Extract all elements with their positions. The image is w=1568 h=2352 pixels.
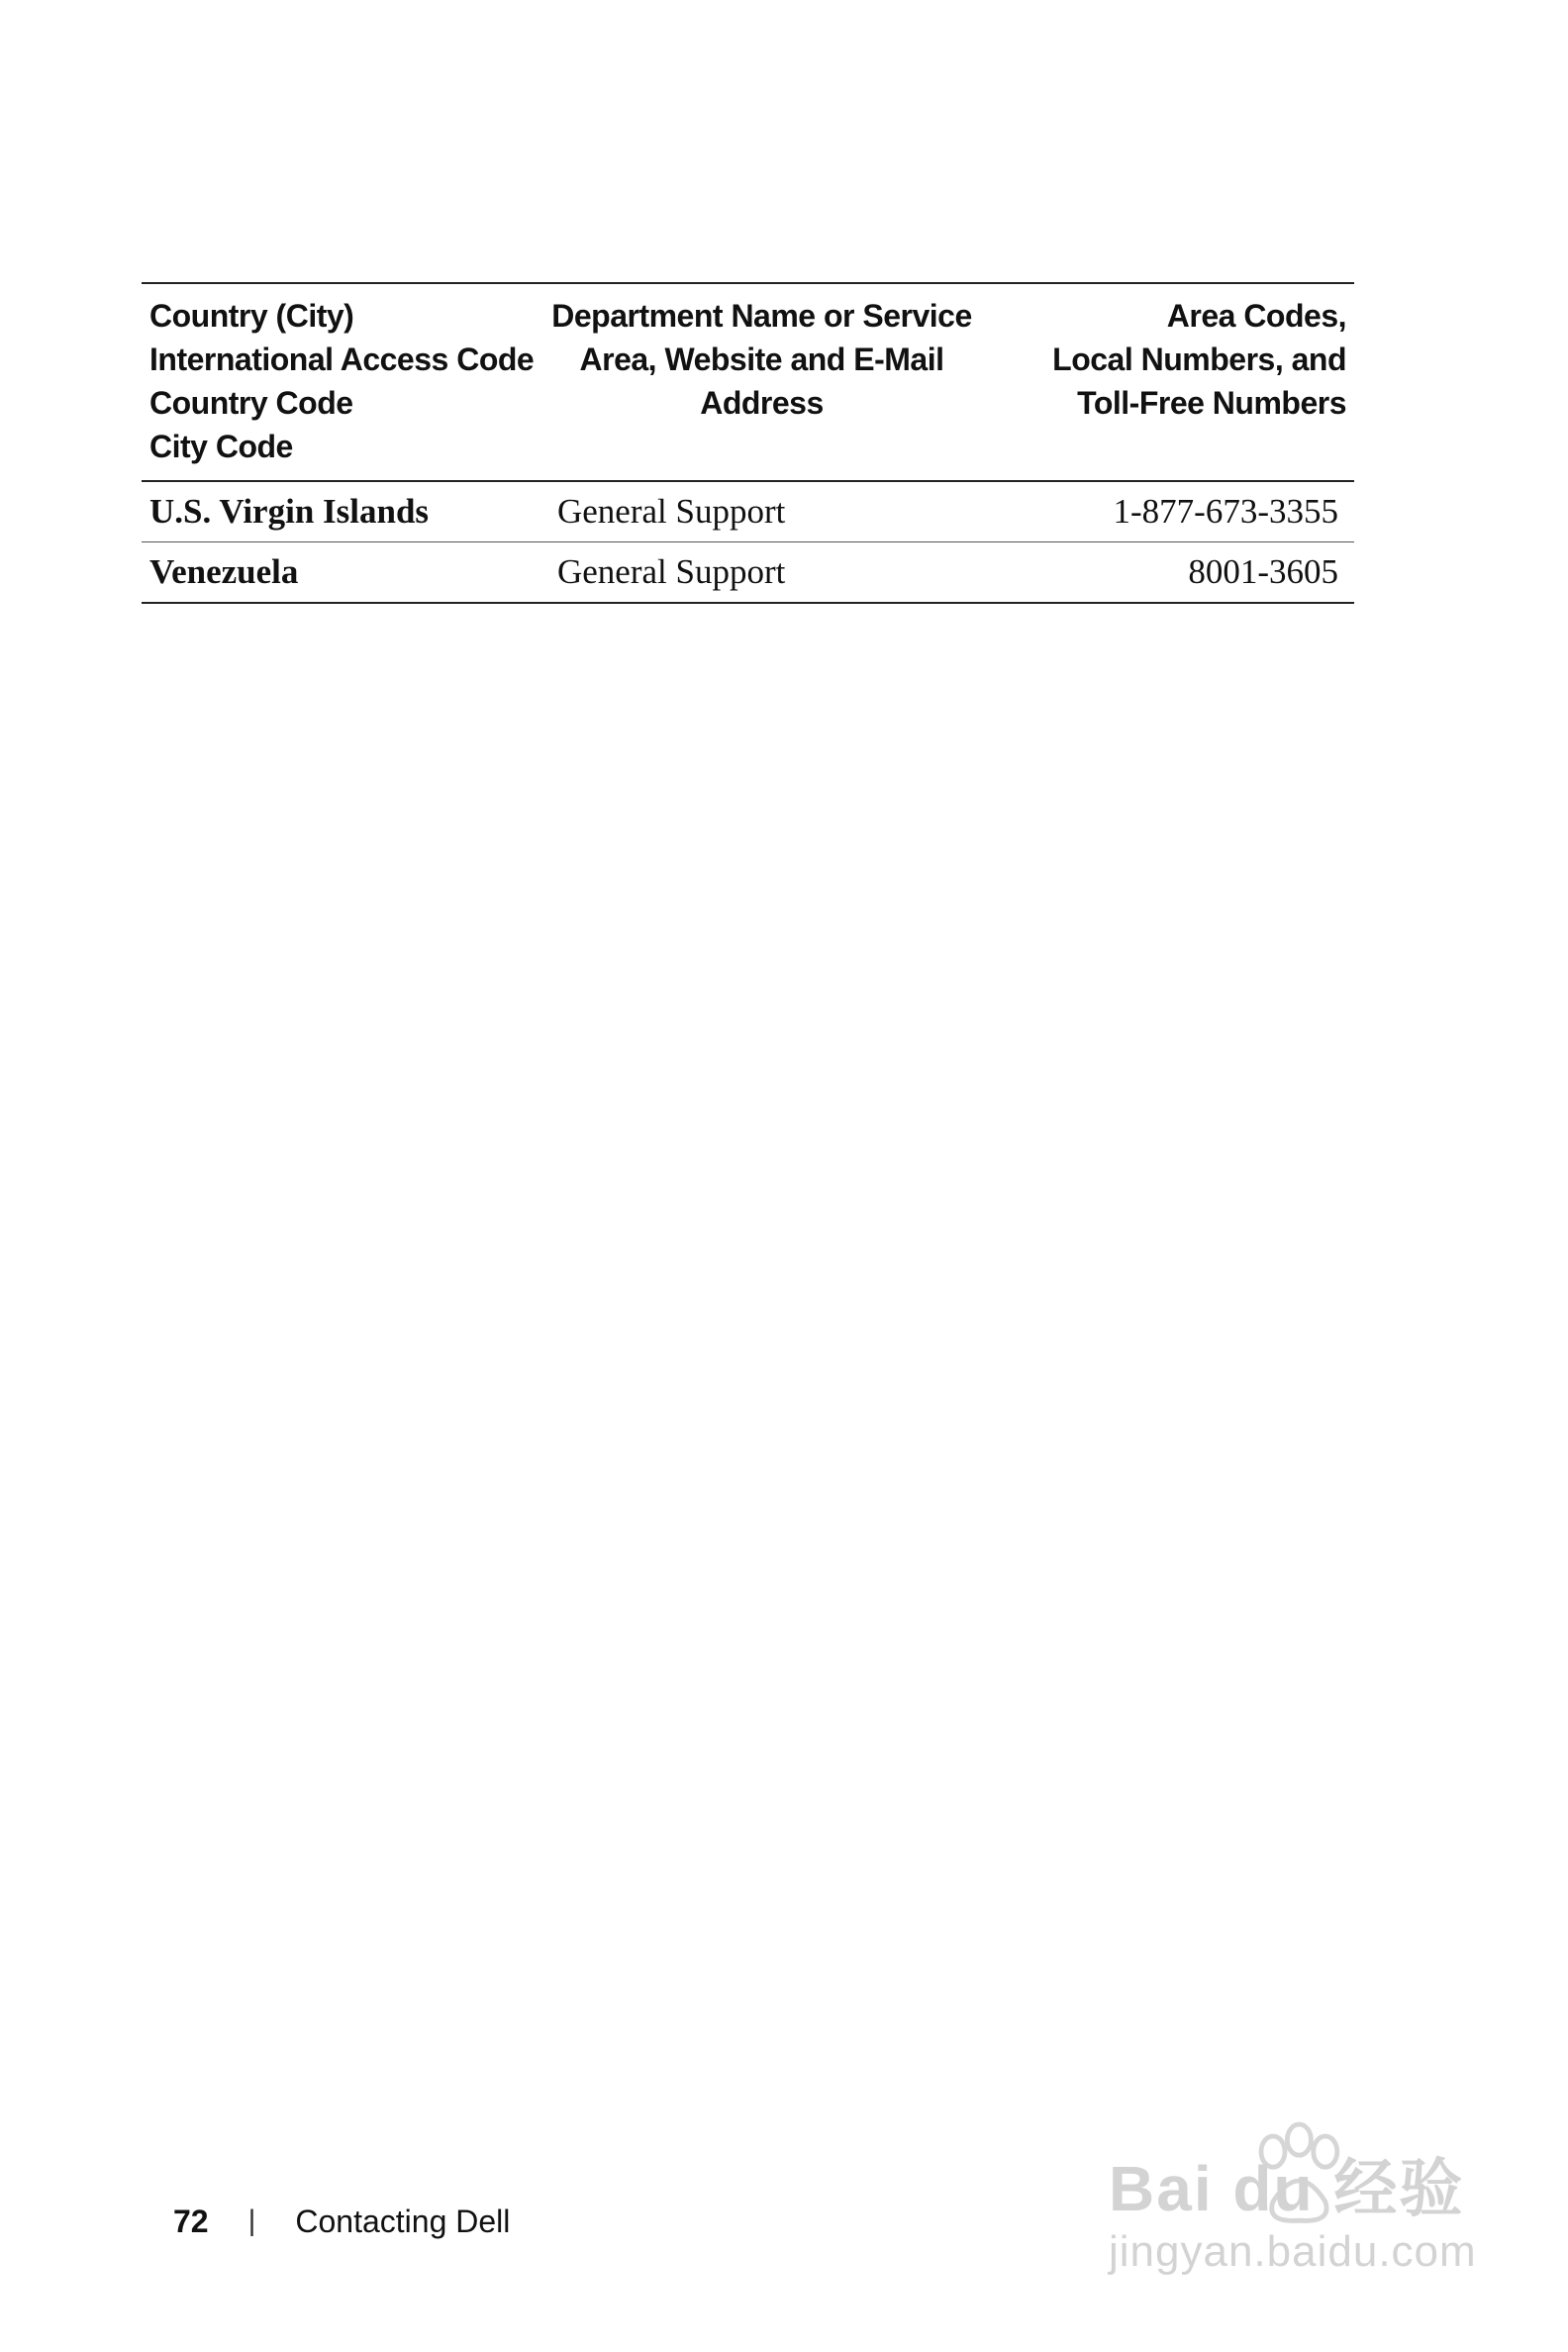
page-number: 72: [173, 2204, 209, 2239]
watermark-brand: Bai du 经验: [1109, 2153, 1465, 2224]
row-number: 8001-3605: [1188, 552, 1338, 591]
row-number: 1-877-673-3355: [1113, 492, 1338, 531]
table-row: [142, 542, 1354, 604]
header-department: Department Name or Service Area, Website and E-Mail Address: [551, 298, 972, 421]
table-header-row: [142, 283, 1354, 481]
row-department: General Support: [557, 492, 786, 531]
watermark-url: jingyan.baidu.com: [1109, 2227, 1477, 2276]
header-numbers: Area Codes, Local Numbers, and Toll-Free Numbers: [1052, 298, 1346, 421]
row-department: General Support: [557, 552, 786, 591]
header-country: Country (City) International Access Code Country Code City Code: [149, 298, 535, 464]
page-footer: [173, 2200, 510, 2243]
row-country: Venezuela: [149, 552, 299, 591]
contact-table-container: [142, 282, 1354, 604]
section-title: Contacting Dell: [295, 2204, 511, 2239]
row-country: U.S. Virgin Islands: [149, 492, 430, 531]
contact-table: [142, 282, 1354, 604]
table-row: [142, 481, 1354, 542]
footer-separator: |: [247, 2205, 256, 2237]
baidu-watermark: [1109, 2118, 1485, 2287]
